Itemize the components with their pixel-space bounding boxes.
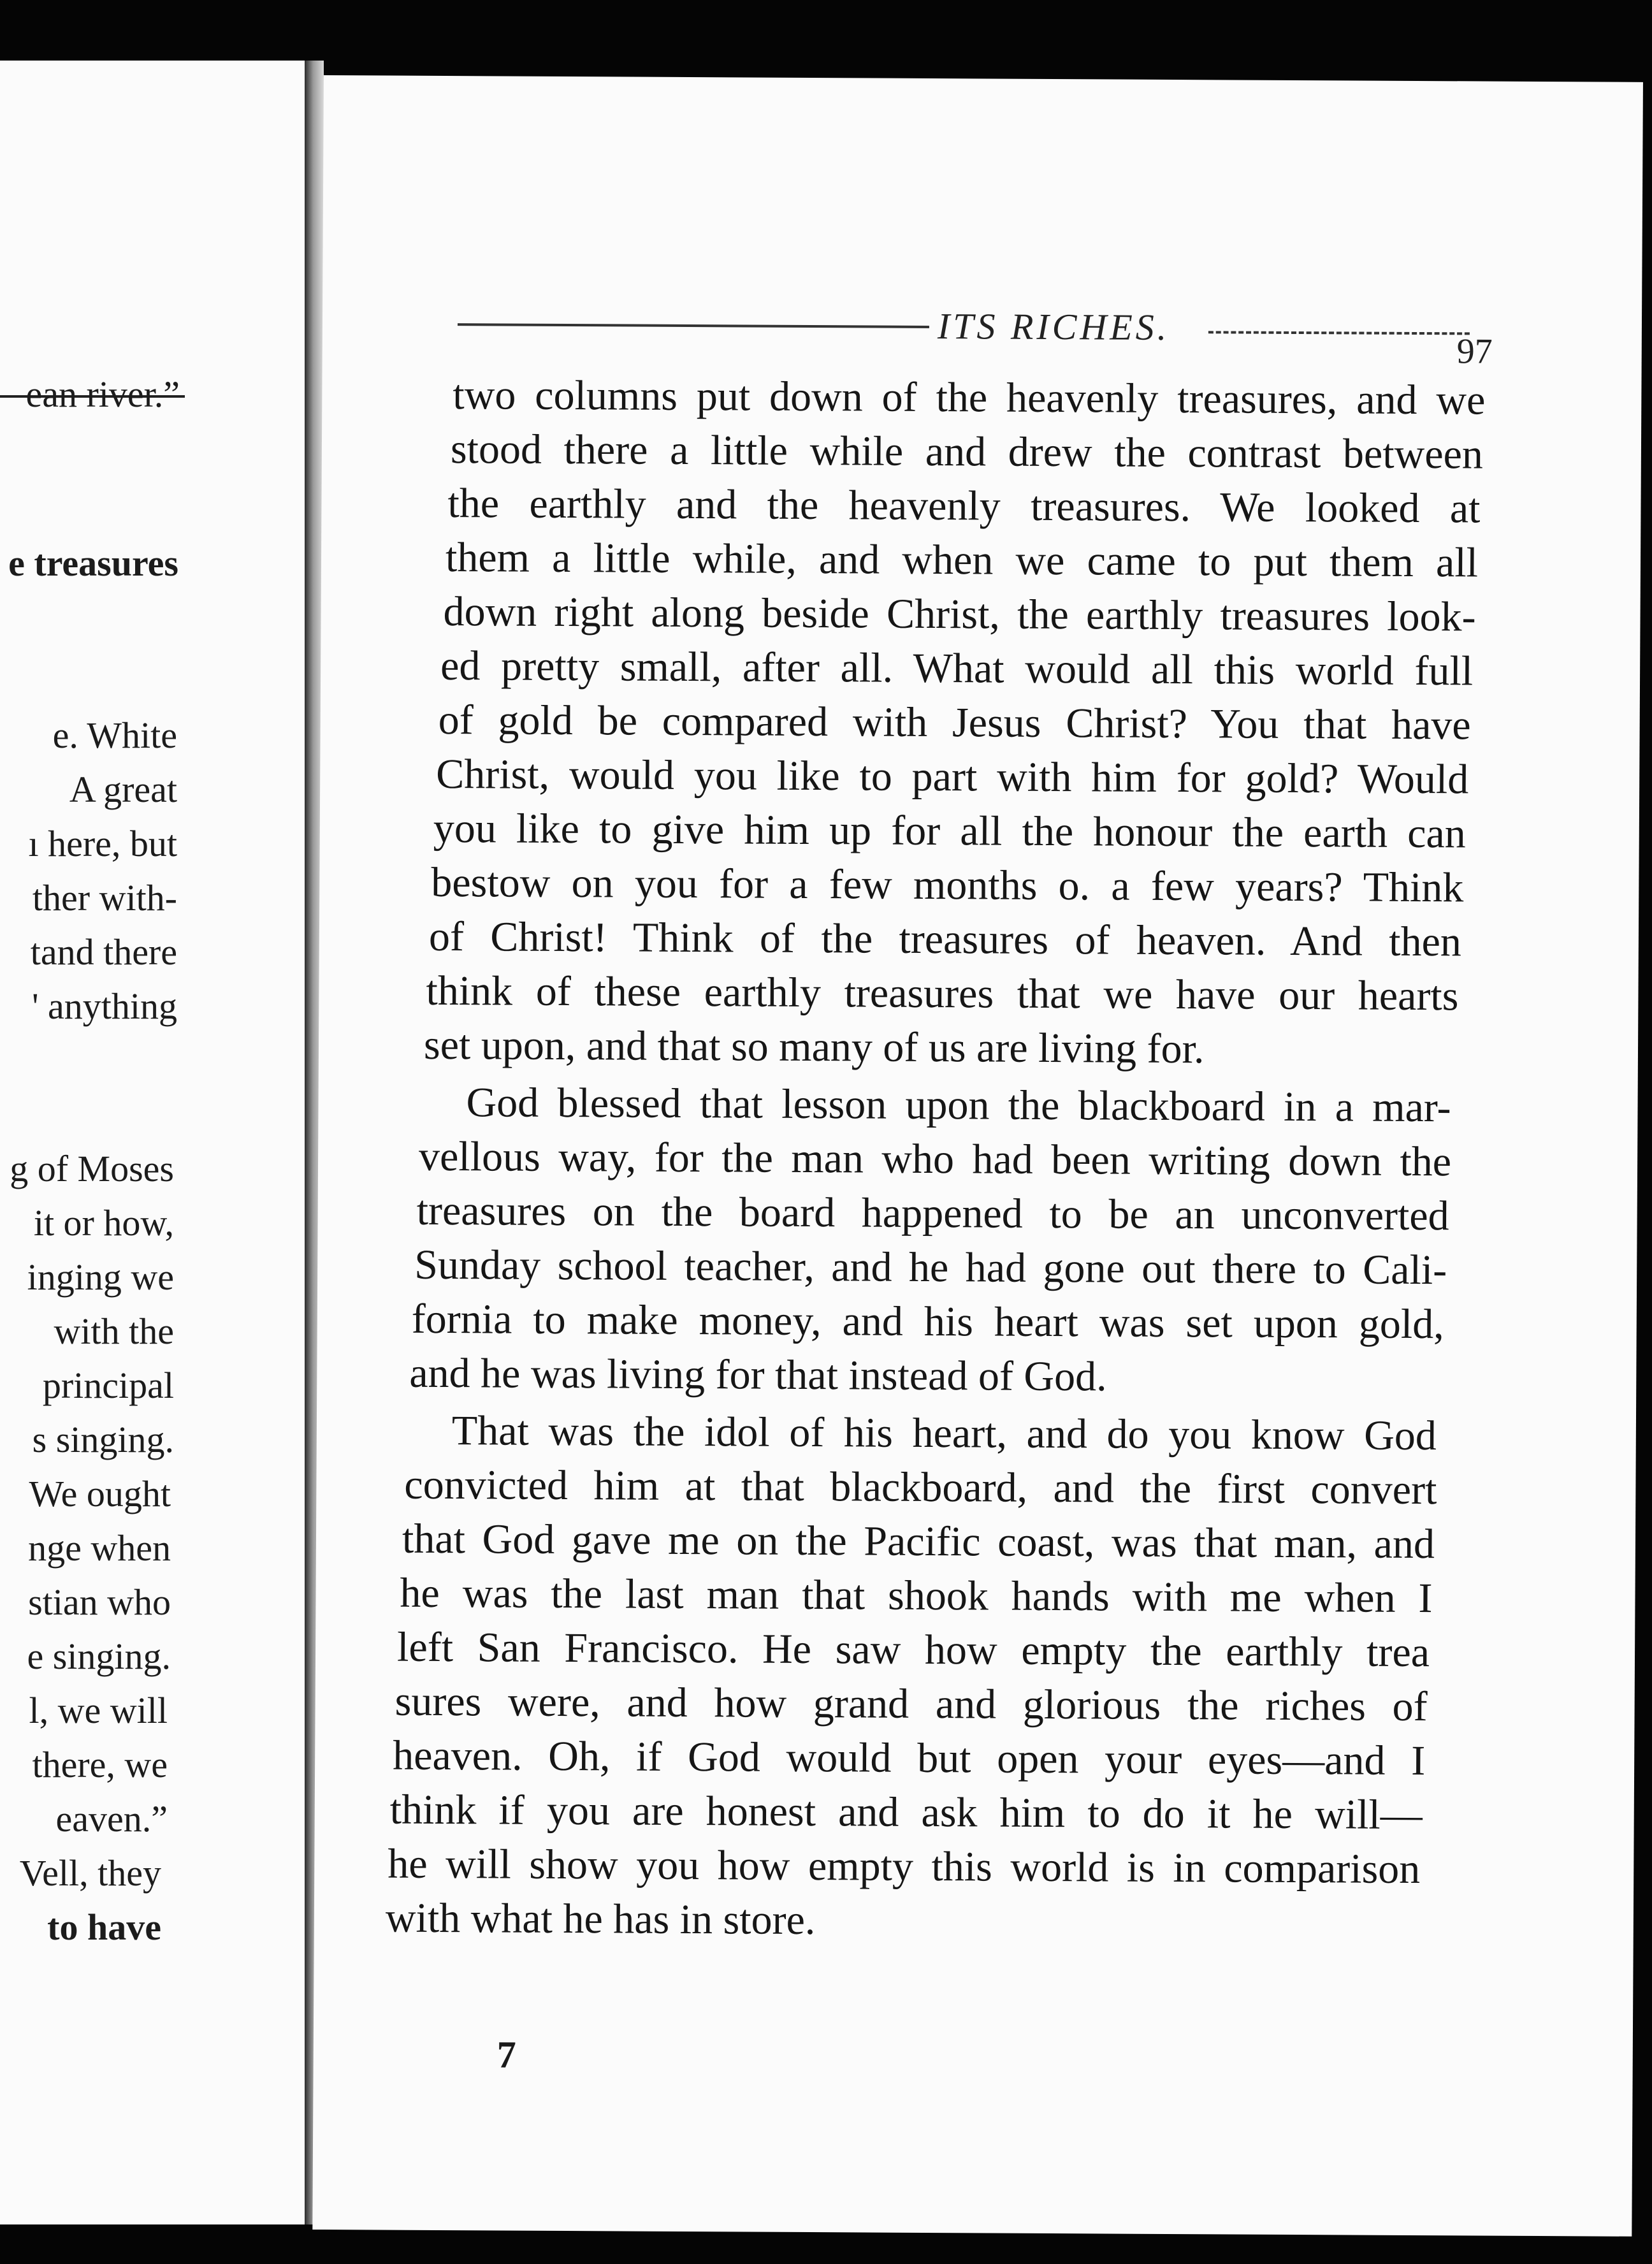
body-text-line: ed pretty small, after all. What would all this world full bbox=[440, 642, 1474, 695]
body-text-line: down right along beside Christ, the earthly treasures look- bbox=[443, 588, 1476, 641]
signature-mark: 7 bbox=[496, 2033, 516, 2076]
left-page-line: We ought bbox=[29, 1473, 171, 1514]
body-text-line: bestow on you for a few months o. a few years? Think bbox=[431, 859, 1464, 911]
body-text-line: God blessed that lesson upon the blackboard in a mar- bbox=[466, 1079, 1451, 1131]
body-text-line: stood there a little while and drew the contrast between bbox=[450, 426, 1484, 478]
body-text-line: and he was living for that instead of God. bbox=[409, 1349, 1107, 1400]
left-page-line: e singing. bbox=[27, 1636, 171, 1677]
body-text-line: think if you are honest and ask him to do it he will— bbox=[389, 1786, 1423, 1839]
left-facing-page bbox=[0, 61, 305, 2224]
body-text-line: he will show you how empty this world is in comparison bbox=[388, 1840, 1421, 1893]
body-text-line: you like to give him up for all the honour the earth can bbox=[433, 804, 1466, 857]
left-page-line: ı here, but bbox=[28, 823, 177, 864]
body-text-line: left San Francisco. He saw how empty the earthly trea bbox=[396, 1623, 1430, 1676]
body-text-line: set upon, and that so many of us are living for. bbox=[423, 1021, 1205, 1073]
body-text-line: Christ, would you like to part with him for gold? Would bbox=[436, 750, 1469, 803]
left-page-line: tand there bbox=[30, 931, 177, 973]
left-page-line: nge when bbox=[28, 1527, 171, 1569]
body-text-line: fornia to make money, and his heart was set upon gold, bbox=[411, 1295, 1444, 1348]
body-text-line: That was the idol of his heart, and do you know God bbox=[451, 1407, 1437, 1460]
body-text-line: with what he has in store. bbox=[385, 1894, 816, 1944]
left-page-line: there, we bbox=[32, 1744, 168, 1785]
body-text-line: that God gave me on the Pacific coast, was that man, and bbox=[402, 1515, 1435, 1568]
body-text-line: two columns put down of the heavenly treasures, and we bbox=[453, 372, 1486, 424]
left-page-line: s singing. bbox=[32, 1419, 174, 1460]
left-page-line: Vell, they bbox=[19, 1852, 161, 1894]
header-rule-right bbox=[1208, 331, 1470, 335]
left-page-line: ther with- bbox=[32, 877, 177, 918]
body-text-line: the earthly and the heavenly treasures. We looked at bbox=[447, 480, 1481, 532]
body-text-line: treasures on the board happened to be an unconverted bbox=[416, 1187, 1449, 1240]
body-text-line: he was the last man that shook hands with me when I bbox=[400, 1569, 1433, 1622]
left-page-line: l, we will bbox=[29, 1690, 168, 1731]
running-head: ITS RICHES. bbox=[937, 305, 1170, 348]
left-page-line: e. White bbox=[52, 715, 177, 756]
body-text-line: Sunday school teacher, and he had gone out there to Cali- bbox=[414, 1241, 1447, 1294]
left-page-line: eaven.” bbox=[55, 1798, 168, 1840]
left-page-line: principal bbox=[42, 1365, 174, 1406]
body-text-line: think of these earthly treasures that we have our hearts bbox=[426, 967, 1459, 1020]
left-page-line: stian who bbox=[28, 1581, 171, 1623]
body-text-line: convicted him at that blackboard, and the first convert bbox=[404, 1461, 1437, 1514]
left-page-line: it or how, bbox=[33, 1202, 174, 1244]
left-page-line: to have bbox=[47, 1906, 161, 1948]
right-page bbox=[312, 75, 1643, 2237]
scan-edge bbox=[1643, 61, 1652, 2224]
left-page-line: inging we bbox=[27, 1256, 174, 1298]
left-page-line: ' anything bbox=[32, 985, 177, 1027]
header-rule-left bbox=[458, 323, 929, 328]
left-page-line: A great bbox=[69, 769, 177, 810]
body-text-line: of gold be compared with Jesus Christ? You that have bbox=[438, 696, 1471, 749]
page-number: 97 bbox=[1456, 331, 1493, 372]
left-page-line: ean river.” bbox=[25, 374, 180, 415]
body-text-line: vellous way, for the man who had been writing down the bbox=[418, 1133, 1452, 1186]
body-text-line: sures were, and how grand and glorious the riches of bbox=[395, 1678, 1428, 1731]
body-text-line: heaven. Oh, if God would but open your eyes—and I bbox=[393, 1732, 1426, 1785]
left-page-line: with the bbox=[54, 1310, 174, 1352]
left-page-line: g of Moses bbox=[10, 1148, 174, 1189]
body-text-line: of Christ! Think of the treasures of heaven. And then bbox=[428, 913, 1462, 966]
body-text-line: them a little while, and when we came to put them all bbox=[445, 534, 1479, 586]
left-page-line: e treasures bbox=[8, 542, 178, 584]
